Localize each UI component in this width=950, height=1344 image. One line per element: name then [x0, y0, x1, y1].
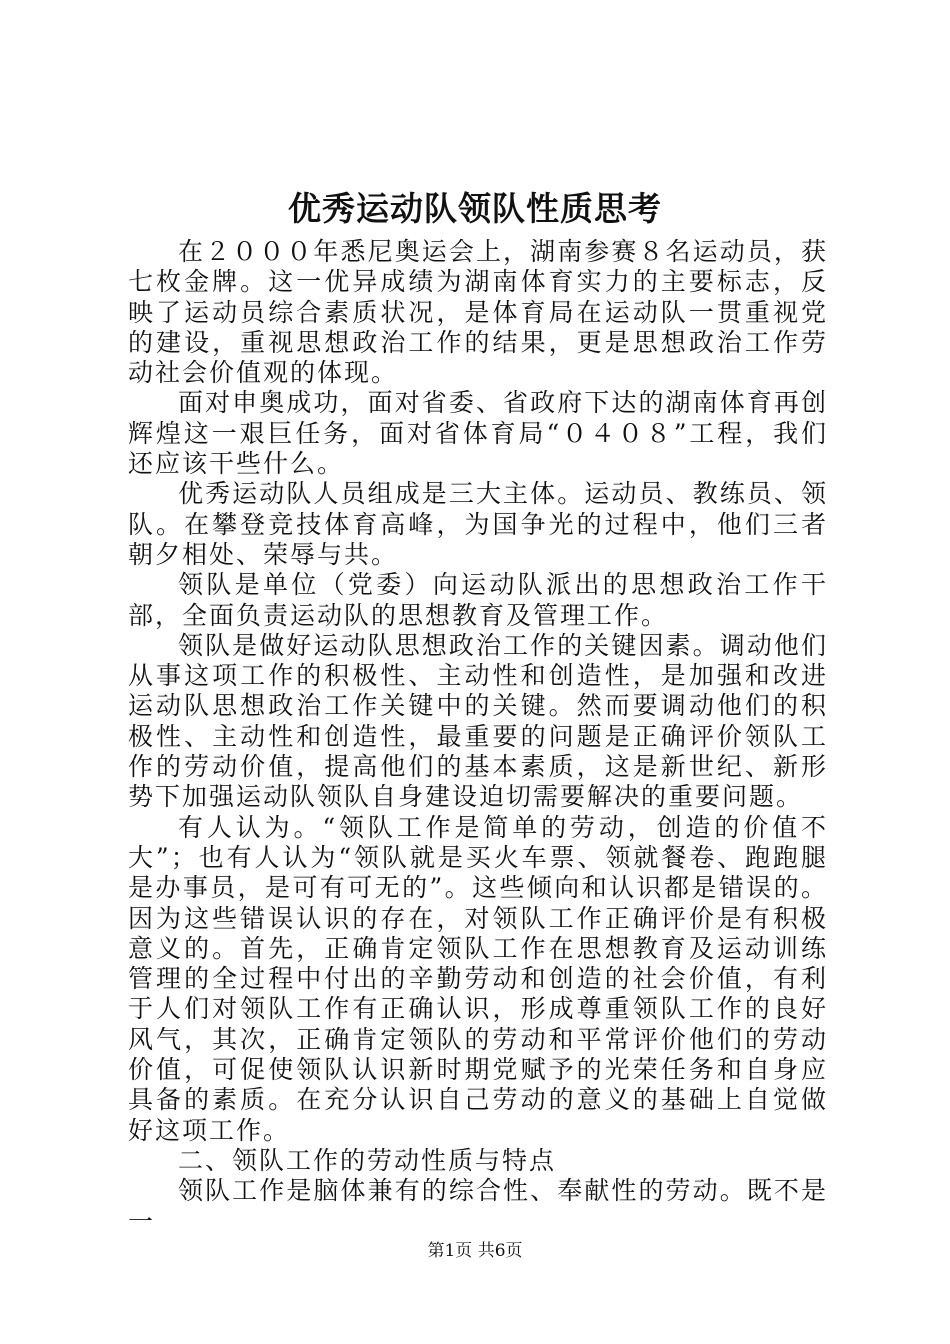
paragraph: 有人认为。“领队工作是简单的劳动，创造的价值不大”；也有人认为“领队就是买火车票、领就餐卷、跑跑腿是办事员，是可有可无的”。这些倾向和认识都是错误的。因为这些错误认识的存在，对领队工作正确评价是有积极意义的。首先，正确肯定领队工作在思想教育及运动训练管理的全过程中付出的辛勤劳动和创造的社会价值，有利于人们对领队工作有正确认识，形成尊重领队工作的良好风气，其次，正确肯定领队的劳动和平常评价他们的劳动价值，可促使领队认识新时期党赋予的光荣任务和自身应具备的素质。在充分认识自己劳动的意义的基础上自觉做好这项工作。 [128, 812, 828, 1145]
document-title: 优秀运动队领队性质思考 [288, 189, 662, 228]
page-footer: 第1页 共6页 [427, 1241, 523, 1261]
paragraph: 优秀运动队人员组成是三大主体。运动员、教练员、领队。在攀登竞技体育高峰，为国争光的过程中，他们三者朝夕相处、荣辱与共。 [128, 479, 828, 569]
paragraph: 领队是做好运动队思想政治工作的关键因素。调动他们从事这项工作的积极性、主动性和创造性，是加强和改进运动队思想政治工作关键中的关键。然而要调动他们的积极性、主动性和创造性，最重要的问题是正确评价领队工作的劳动价值，提高他们的基本素质，这是新世纪、新形势下加强运动队领队自身建设迫切需要解决的重要问题。 [128, 630, 828, 812]
paragraph: 面对申奥成功，面对省委、省政府下达的湖南体育再创辉煌这一艰巨任务，面对省体育局“０４０８”工程，我们还应该干些什么。 [128, 388, 828, 479]
document-body [128, 237, 828, 1237]
paragraph: 领队是单位（党委）向运动队派出的思想政治工作干部，全面负责运动队的思想教育及管理工作。 [128, 570, 828, 630]
section-heading: 二、领队工作的劳动性质与特点 [178, 1145, 557, 1175]
paragraph: 在２０００年悉尼奥运会上，湖南参赛８名运动员，获七枚金牌。这一优异成绩为湖南体育实力的主要标志，反映了运动员综合素质状况，是体育局在运动队一贯重视党的建设，重视思想政治工作的结果，更是思想政治工作劳动社会价值观的体现。 [128, 237, 828, 388]
paragraph: 领队工作是脑体兼有的综合性、奉献性的劳动。既不是一 [128, 1176, 828, 1236]
